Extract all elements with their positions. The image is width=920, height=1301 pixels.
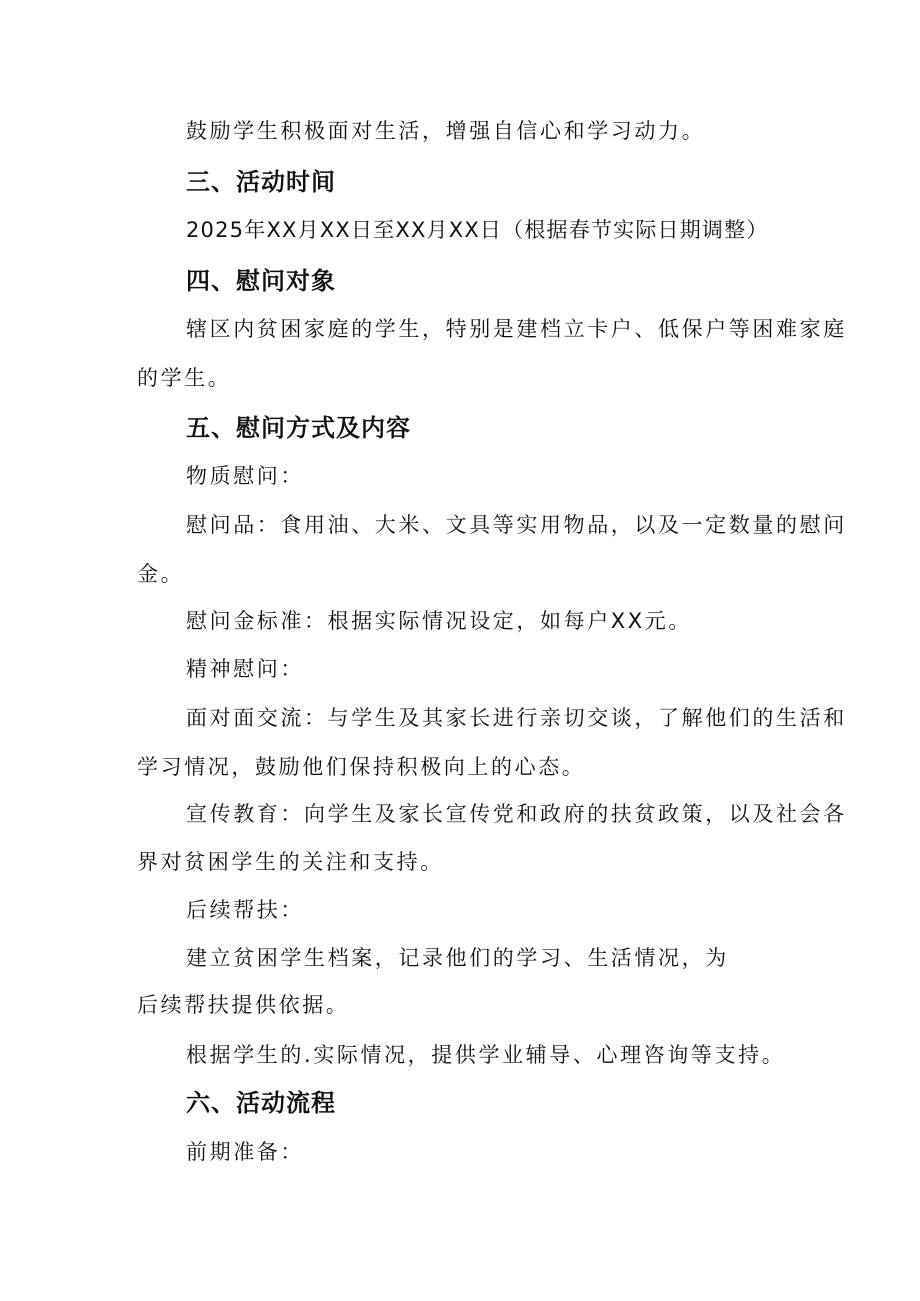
heading-activity-time: 三、活动时间: [186, 168, 336, 196]
paragraph-material-visit: 物质慰问：: [186, 464, 304, 488]
heading-visit-method: 五、慰问方式及内容: [186, 414, 411, 442]
paragraph-spiritual-visit: 精神慰问：: [186, 657, 304, 681]
paragraph-talk-line-1: 面对面交流：与学生及其家长进行亲切交谈，了解他们的生活和: [186, 706, 847, 730]
paragraph-goods-line-1: 慰问品：食用油、大米、文具等实用物品，以及一定数量的慰问: [186, 513, 847, 537]
paragraph-education-line-2: 界对贫困学生的关注和支持。: [137, 850, 444, 874]
paragraph-target-line-2: 的学生。: [137, 366, 232, 390]
paragraph-encourage: 鼓励学生积极面对生活，增强自信心和学习动力。: [186, 119, 706, 143]
paragraph-support: 根据学生的.实际情况，提供学业辅导、心理咨询等支持。: [186, 1043, 786, 1067]
paragraph-preparation: 前期准备：: [186, 1140, 304, 1164]
paragraph-activity-date: 2025年XX月XX日至XX月XX日（根据春节实际日期调整）: [186, 218, 769, 242]
paragraph-education-line-1: 宣传教育：向学生及家长宣传党和政府的扶贫政策，以及社会各: [186, 802, 847, 826]
paragraph-archive-line-1: 建立贫困学生档案，记录他们的学习、生活情况，为: [186, 946, 729, 970]
heading-visit-target: 四、慰问对象: [186, 267, 336, 295]
paragraph-follow-up: 后续帮扶：: [186, 898, 304, 922]
paragraph-archive-line-2: 后续帮扶提供依据。: [137, 993, 350, 1017]
paragraph-money-standard: 慰问金标准：根据实际情况设定，如每户XX元。: [186, 609, 692, 633]
paragraph-talk-line-2: 学习情况，鼓励他们保持积极向上的心态。: [137, 755, 586, 779]
paragraph-goods-line-2: 金。: [137, 562, 185, 586]
paragraph-target-line-1: 辖区内贫困家庭的学生，特别是建档立卡户、低保户等困难家庭: [186, 317, 847, 341]
heading-activity-process: 六、活动流程: [186, 1089, 336, 1117]
